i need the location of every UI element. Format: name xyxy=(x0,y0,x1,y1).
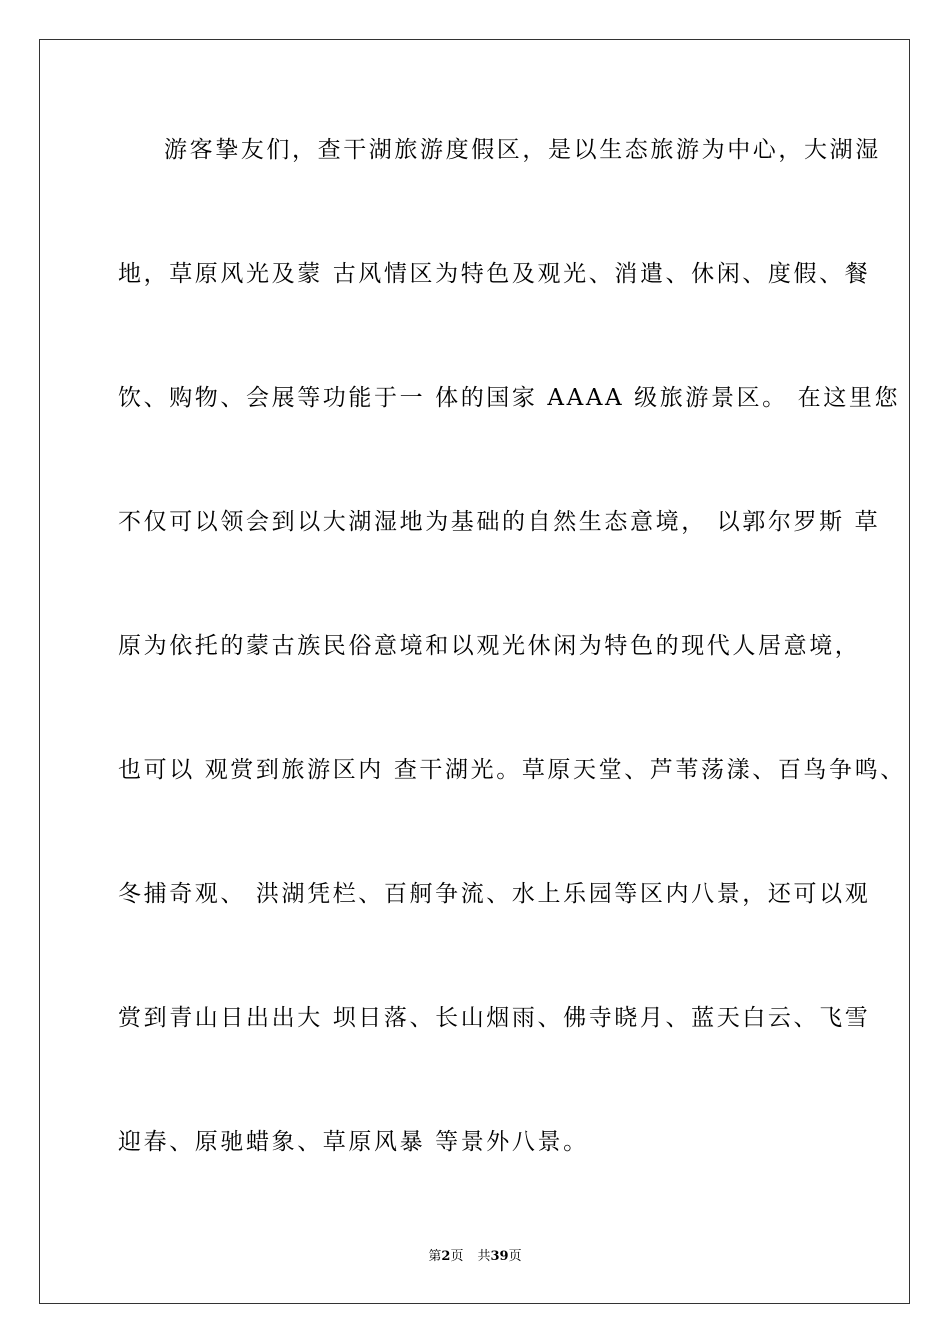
total-pages: 39 xyxy=(490,1249,509,1264)
text-line-1: 游客挚友们，查干湖旅游度假区，是以生态旅游为中心，大湖湿 xyxy=(164,137,881,163)
text-line-3: 饮、购物、会展等功能于一 体的国家 AAAA 级旅游景区。 在这里您 xyxy=(118,385,901,411)
text-line-2: 地，草原风光及蒙 古风情区为特色及观光、消遣、休闲、度假、餐 xyxy=(118,261,871,287)
text-line-8: 赏到青山日出出大 坝日落、长山烟雨、佛寺晓月、蓝天白云、飞雪 xyxy=(118,1005,871,1031)
text-line-7: 冬捕奇观、 洪湖凭栏、百舸争流、水上乐园等区内八景，还可以观 xyxy=(118,881,871,907)
page-prefix: 第 xyxy=(428,1249,442,1264)
text-line-5: 原为依托的蒙古族民俗意境和以观光休闲为特色的现代人居意境， xyxy=(118,633,861,659)
page-number: 2 xyxy=(441,1249,451,1264)
text-line-4: 不仅可以领会到以大湖湿地为基础的自然生态意境， 以郭尔罗斯 草 xyxy=(118,509,881,535)
total-prefix: 共 xyxy=(477,1249,491,1264)
page-suffix: 页 xyxy=(450,1249,464,1264)
text-line-6: 也可以 观赏到旅游区内 查干湖光。草原天堂、芦苇荡漾、百鸟争鸣、 xyxy=(118,757,906,783)
page-footer xyxy=(0,1248,950,1266)
text-line-9: 迎春、原驰蜡象、草原风暴 等景外八景。 xyxy=(118,1129,589,1155)
total-suffix: 页 xyxy=(508,1249,522,1264)
document-body xyxy=(118,126,906,1242)
